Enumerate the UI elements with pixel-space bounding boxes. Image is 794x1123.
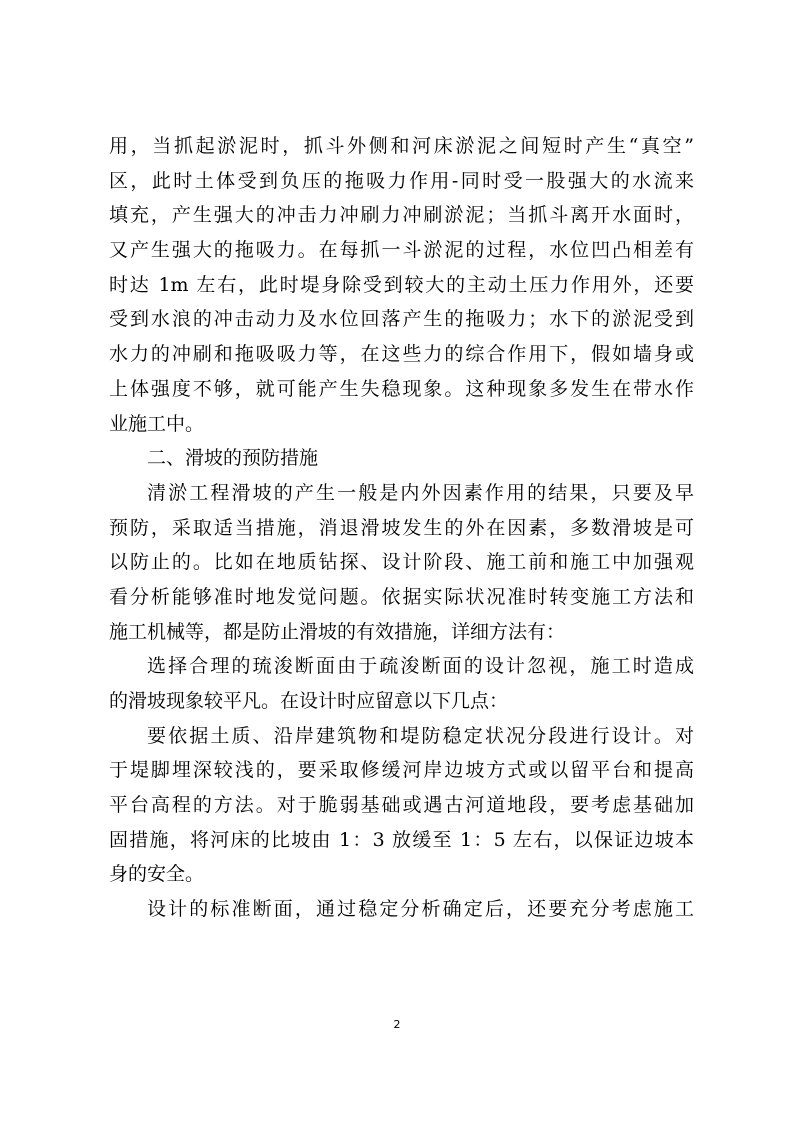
- text-line: 固措施，将河床的比坡由 1：3 放缓至 1：5 左右，以保证边坡本: [109, 828, 694, 851]
- text-line: 清淤工程滑坡的产生一般是内外因素作用的结果，只要及早: [147, 481, 694, 504]
- text-line: 施工机械等，都是防止滑坡的有效措施，详细方法有：: [109, 620, 566, 643]
- body-text: [109, 129, 694, 927]
- text-line: 看分析能够准时地发觉问题。依据实际状况准时转变施工方法和: [109, 585, 694, 608]
- text-line: 时达 1m 左右，此时堤身除受到较大的主动土压力作用外，还要: [109, 273, 694, 296]
- text-line: 二、滑坡的预防措施: [147, 447, 319, 470]
- text-line: 要依据土质、沿岸建筑物和堤防稳定状况分段进行设计。对: [147, 724, 694, 747]
- text-line: 预防，采取适当措施，消退滑坡发生的外在因素，多数滑坡是可: [109, 516, 694, 539]
- text-line: 用，当抓起淤泥时，抓斗外侧和河床淤泥之间短时产生“真空”: [109, 135, 694, 157]
- text-line: 身的安全。: [109, 863, 205, 886]
- text-line: 平台高程的方法。对于脆弱基础或遇古河道地段，要考虑基础加: [109, 794, 694, 817]
- text-line: 又产生强大的拖吸力。在每抓一斗淤泥的过程，水位凹凸相差有: [109, 239, 694, 262]
- text-line: 选择合理的琉浚断面由于疏浚断面的设计忽视，施工时造成: [147, 655, 694, 678]
- text-line: 设计的标准断面，通过稳定分析确定后，还要充分考虑施工: [147, 898, 694, 921]
- text-line: 区，此时土体受到负压的拖吸力作用-同时受一股强大的水流来: [109, 169, 694, 192]
- text-line: 的滑坡现象较平凡。在设计时应留意以下几点：: [109, 690, 509, 712]
- text-line: 于堤脚埋深较浅的，要采取修缓河岸边坡方式或以留平台和提高: [109, 759, 694, 782]
- text-line: 业施工中。: [109, 412, 205, 435]
- text-line: 上体强度不够，就可能产生失稳现象。这种现象多发生在带水作: [109, 377, 694, 400]
- page-number: 2: [393, 1018, 401, 1031]
- text-line: 水力的冲刷和拖吸吸力等，在这些力的综合作用下，假如墙身或: [109, 343, 694, 366]
- text-line: 受到水浪的冲击动力及水位回落产生的拖吸力；水下的淤泥受到: [109, 308, 694, 331]
- text-line: 填充，产生强大的冲击力冲刷力冲刷淤泥；当抓斗离开水面时，: [109, 204, 694, 227]
- text-line: 以防止的。比如在地质钻探、设计阶段、施工前和施工中加强观: [109, 551, 694, 574]
